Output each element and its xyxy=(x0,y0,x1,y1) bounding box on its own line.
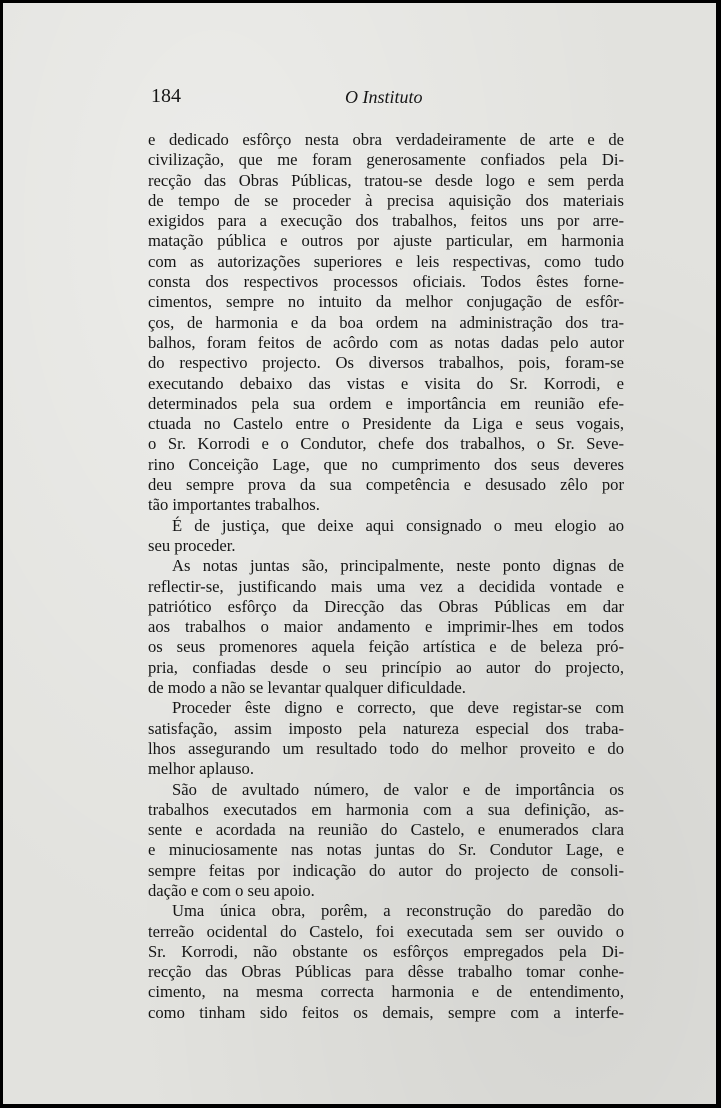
body-text xyxy=(148,130,624,1023)
text-line: recção das Obras Públicas para dêsse trabalho tomar conhe- xyxy=(148,962,624,982)
text-line: São de avultado número, de valor e de importância os xyxy=(172,779,624,799)
text-line: reflectir-se, justificando mais uma vez a decidida vontade e xyxy=(148,576,624,596)
text-line: deu sempre prova da sua competência e desusado zêlo por xyxy=(148,475,624,495)
page-header xyxy=(151,85,621,115)
text-line: civilização, que me foram generosamente confiados pela Di- xyxy=(148,150,624,170)
text-line: patriótico esfôrço da Direcção das Obras Públicas em dar xyxy=(148,596,624,616)
text-line: Sr. Korrodi, não obstante os esfôrços empregados pela Di- xyxy=(148,941,624,961)
text-line: determinados pela sua ordem e importância em reunião efe- xyxy=(148,393,624,413)
text-line: executando debaixo das vistas e visita do Sr. Korrodi, e xyxy=(148,373,624,393)
text-line: com as autorizações superiores e leis respectivas, como tudo xyxy=(148,251,624,271)
text-line: ços, de harmonia e da boa ordem na administração dos tra- xyxy=(148,312,624,332)
text-line: como tinham sido feitos os demais, sempre com a interfe- xyxy=(148,1002,624,1022)
text-line: aos trabalhos o maior andamento e imprimir-lhes em todos xyxy=(148,617,624,637)
text-line: rino Conceição Lage, que no cumprimento dos seus deveres xyxy=(148,454,624,474)
text-line: de tempo de se proceder à precisa aquisição dos materiais xyxy=(148,190,624,210)
text-line: de modo a não se levantar qualquer dificuldade. xyxy=(148,678,466,698)
text-line: cimentos, sempre no intuito da melhor conjugação de esfôr- xyxy=(148,292,624,312)
text-line: recção das Obras Públicas, tratou-se desde logo e sem perda xyxy=(148,170,624,190)
text-line: lhos assegurando um resultado todo do melhor proveito e do xyxy=(148,738,624,758)
scanned-page xyxy=(3,3,716,1104)
text-line: terreão ocidental do Castelo, foi executada sem ser ouvido o xyxy=(148,921,624,941)
text-line: balhos, foram feitos de acôrdo com as notas dadas pelo autor xyxy=(148,332,624,352)
text-line: tão importantes trabalhos. xyxy=(148,495,320,515)
text-line: o Sr. Korrodi e o Condutor, chefe dos trabalhos, o Sr. Seve- xyxy=(148,434,624,454)
text-line: As notas juntas são, principalmente, neste ponto dignas de xyxy=(172,556,624,576)
text-line: matação pública e outros por ajuste particular, em harmonia xyxy=(148,231,624,251)
text-line: sempre feitas por indicação do autor do projecto de consoli- xyxy=(148,860,624,880)
text-line: Proceder êste digno e correcto, que deve registar-se com xyxy=(172,698,624,718)
text-line: e dedicado esfôrço nesta obra verdadeiramente de arte e de xyxy=(148,130,624,149)
text-line: os seus promenores aquela feição artística e de beleza pró- xyxy=(148,637,624,657)
text-line: exigidos para a execução dos trabalhos, feitos uns por arre- xyxy=(148,211,624,231)
text-line: sente e acordada na reunião do Castelo, e enumerados clara xyxy=(148,820,624,840)
running-title: O Instituto xyxy=(345,87,423,107)
text-line: melhor aplauso. xyxy=(148,759,254,779)
text-line: cimento, na mesma correcta harmonia e de entendimento, xyxy=(148,982,624,1002)
text-line: consta dos respectivos processos oficiais. Todos êstes forne- xyxy=(148,272,624,292)
text-line: e minuciosamente nas notas juntas do Sr. Condutor Lage, e xyxy=(148,840,624,860)
text-line: dação e com o seu apoio. xyxy=(148,880,315,900)
text-line: Uma única obra, porêm, a reconstrução do paredão do xyxy=(172,901,624,921)
text-line: pria, confiadas desde o seu princípio ao autor do projecto, xyxy=(148,657,624,677)
text-line: ctuada no Castelo entre o Presidente da Liga e seus vogais, xyxy=(148,414,624,434)
text-line: seu proceder. xyxy=(148,535,236,555)
text-line: É de justiça, que deixe aqui consignado o meu elogio ao xyxy=(172,515,624,535)
text-line: do respectivo projecto. Os diversos trabalhos, pois, foram-se xyxy=(148,353,624,373)
text-line: trabalhos executados em harmonia com a sua definição, as- xyxy=(148,799,624,819)
text-line: satisfação, assim imposto pela natureza especial dos traba- xyxy=(148,718,624,738)
page-number: 184 xyxy=(151,85,181,107)
